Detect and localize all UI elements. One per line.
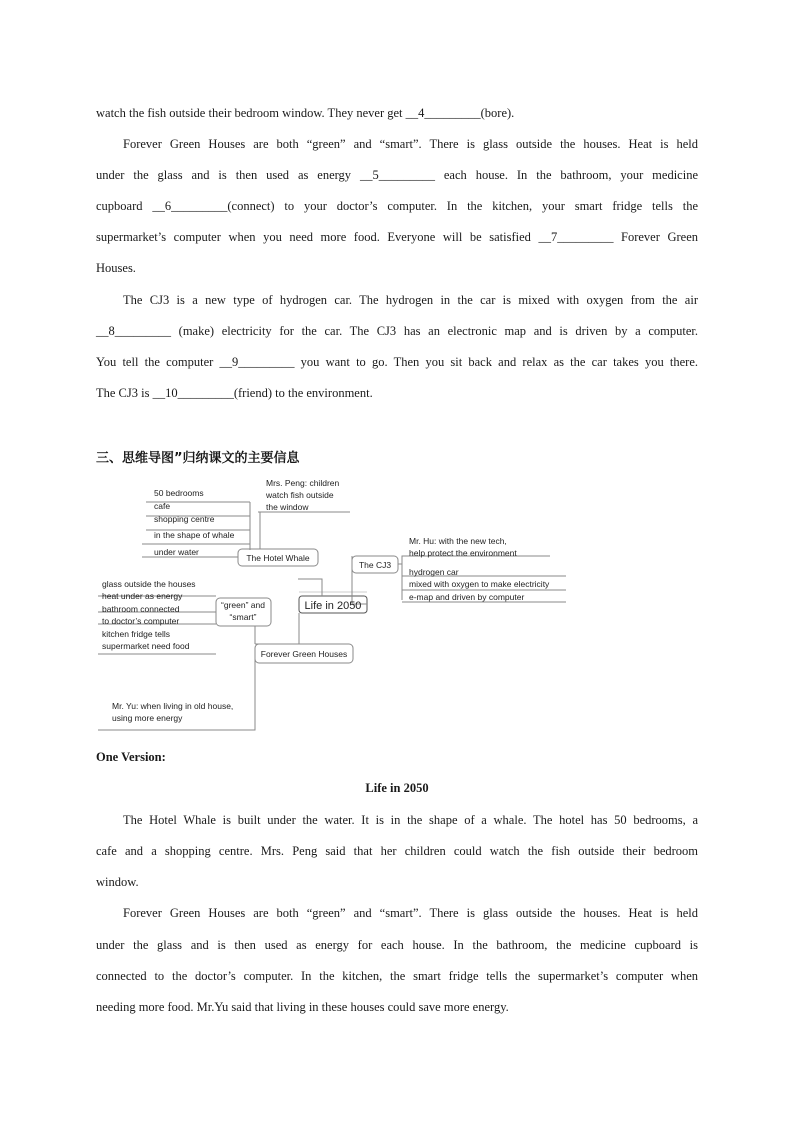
mindmap-forever-item: bathroom connected [102, 604, 180, 614]
essay-line-5: under the glass and is then used as energy for each house. In the bathroom, the medicine cupboard is [96, 938, 698, 952]
mindmap-center-label: Life in 2050 [304, 600, 362, 612]
passage-line-2: Forever Green Houses are both “green” and “smart”. There is glass outside the houses. Heat is held [123, 137, 698, 151]
mindmap-hu: Mr. Hu: with the new tech, [409, 536, 507, 546]
mindmap-forever-item: heat under as energy [102, 591, 183, 601]
mindmap-forever-item: glass outside the houses [102, 579, 196, 589]
mindmap-hotel-item: under water [154, 547, 199, 557]
mindmap-hotel-item: cafe [154, 501, 171, 511]
version-label: One Version: [96, 750, 166, 764]
passage-line-1: watch the fish outside their bedroom window. They never get __4_________(bore). [96, 106, 515, 120]
mindmap-hotel-item: shopping centre [154, 514, 215, 524]
mindmap-cj3-item: e-map and driven by computer [409, 592, 525, 602]
section-heading: 三、思维导图”归纳课文的主要信息 [96, 451, 300, 466]
mindmap-hotel-item: in the shape of whale [154, 530, 235, 540]
mindmap-cj3-item: mixed with oxygen to make electricity [409, 579, 550, 589]
mindmap-hotel-item: 50 bedrooms [154, 488, 204, 498]
essay-line-1: The Hotel Whale is built under the water. It is in the shape of a whale. The hotel has 50 bedrooms, a [123, 813, 698, 827]
passage-line-4: cupboard __6_________(connect) to your doctor’s computer. In the kitchen, your smart fridge tells the [96, 199, 698, 213]
mindmap-forever-label: Forever Green Houses [260, 649, 348, 659]
essay-line-6: connected to the doctor’s computer. In the kitchen, the smart fridge tells the supermarket’s computer when [96, 969, 698, 983]
passage-line-7: The CJ3 is a new type of hydrogen car. The hydrogen in the car is mixed with oxygen from the air [123, 293, 698, 307]
mindmap-yu: Mr. Yu: when living in old house, [112, 701, 234, 711]
mindmap-cj3-item: hydrogen car [409, 567, 459, 577]
passage-line-8: __8_________ (make) electricity for the car. The CJ3 has an electronic map and is driven by a computer. [96, 324, 698, 338]
mindmap-cj3-label: The CJ3 [358, 560, 392, 570]
essay-line-2: cafe and a shopping centre. Mrs. Peng said that her children could watch the fish outside their bedroom [96, 844, 698, 858]
passage-line-3: under the glass and is then used as energy __5_________ each house. In the bathroom, your medicine [96, 168, 698, 182]
mindmap-gs: “smart” [229, 612, 257, 622]
mindmap-hu: help protect the environment [409, 548, 517, 558]
essay-line-7: needing more food. Mr.Yu said that living in these houses could save more energy. [96, 1000, 509, 1014]
passage-line-6: Houses. [96, 261, 136, 275]
passage-line-9: You tell the computer __9_________ you want to go. Then you sit back and relax as the car takes you there. [96, 355, 698, 369]
mindmap-hotel-label: The Hotel Whale [246, 553, 310, 563]
passage-line-10: The CJ3 is __10_________(friend) to the environment. [96, 386, 373, 400]
mindmap-forever-item: kitchen fridge tells [102, 629, 171, 639]
mindmap-gs: “green” and [221, 600, 265, 610]
mind-map [90, 472, 570, 734]
essay-title: Life in 2050 [365, 781, 429, 795]
mindmap-peng: watch fish outside [266, 490, 334, 500]
mindmap-forever-item: to doctor’s computer [102, 616, 180, 626]
essay-line-3: window. [96, 875, 139, 889]
mindmap-peng: the window [266, 502, 309, 512]
mindmap-yu: using more energy [112, 713, 183, 723]
passage-line-5: supermarket’s computer when you need more food. Everyone will be satisfied __7_________ Forever Green [96, 230, 698, 244]
mindmap-forever-item: supermarket need food [102, 641, 190, 651]
mindmap-peng: Mrs. Peng: children [266, 478, 340, 488]
essay-line-4: Forever Green Houses are both “green” and “smart”. There is glass outside the houses. Heat is held [123, 906, 698, 920]
